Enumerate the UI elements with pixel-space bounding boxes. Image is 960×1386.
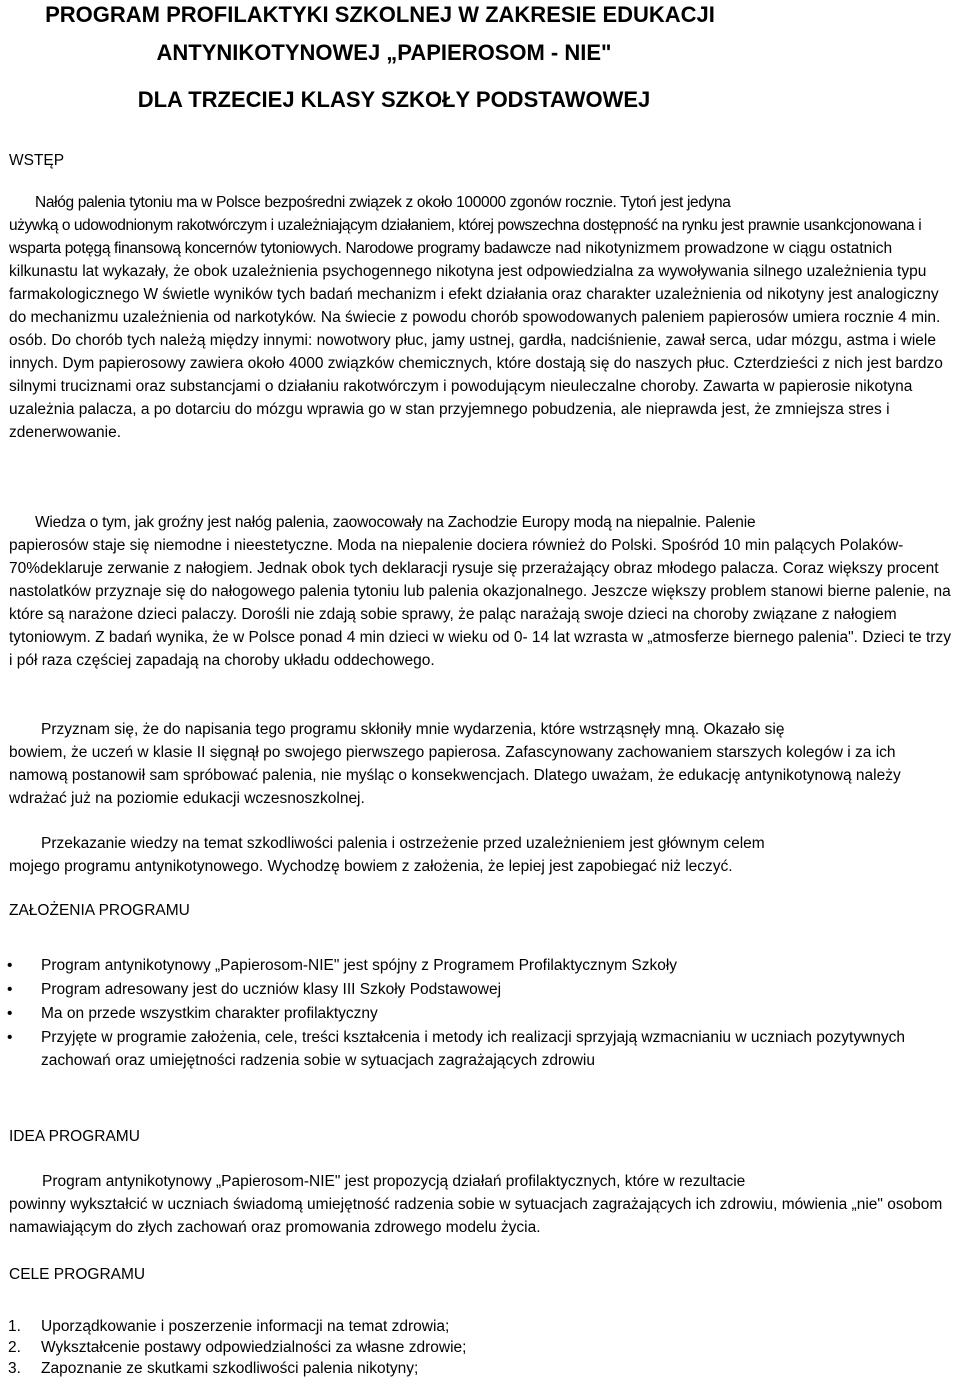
list-item [0, 1337, 950, 1358]
list-item [0, 1316, 950, 1337]
paragraph-3 [9, 718, 954, 810]
idea-rest: powinny wykształcić w uczniach świadomą umiejętność radzenia sobie w sytuacjach zagrażających ich zdrowiu, mówienia „nie" osobom namawiającym do złych zachowań oraz promowania zdrowego modelu życia. [9, 1196, 943, 1236]
list-item-text: Zapoznanie ze skutkami szkodliwości palenia nikotyny; [41, 1360, 419, 1377]
paragraph-2-rest: papierosów staje się niemodne i nieestetyczne. Moda na niepalenie dociera również do Polski. Spośród 10 min palących Polaków- 70%deklaruje zerwanie z nałogiem. Jednak obok tych deklaracji rysuje się przerażający obraz młodego palacza. Coraz większy procent nastolatków przyznaje się do nałogowego palenia tytoniu lub palenia okazjonalnego. Jeszcze większy problem stanowi bierne palenie, na które są narażone dzieci palaczy. Dorośli nie zdają sobie sprawy, że paląc narażają swoje dzieci na choroby związane z nałogiem tytoniowym. Z badań wynika, że w Polsce ponad 4 min dzieci w wieku od 0- 14 lat wzrasta w „atmosferze biernego palenia". Dzieci te trzy i pół raza częściej zapadają na choroby układu oddechowego. [9, 537, 951, 669]
goals-list [0, 1316, 950, 1379]
intro-line-1: Nałóg palenia tytoniu ma w Polsce bezpośredni związek z około 100000 zgonów rocznie. Tytoń jest jedyna [35, 194, 731, 211]
list-item [0, 1358, 950, 1379]
section-heading-zalozenia: ZAŁOŻENIA PROGRAMU [9, 902, 190, 919]
bullet-icon: • [7, 1005, 13, 1022]
list-item-text: Przyjęte w programie założenia, cele, treści kształcenia i metody ich realizacji sprzyjają wzmacnianiu w uczniach pozytywnych zachowań oraz umiejętności radzenia sobie w sytuacjach zagrażających zdrowiu [41, 1029, 906, 1069]
document-title-line-3: DLA TRZECIEJ KLASY SZKOŁY PODSTAWOWEJ [137, 87, 651, 112]
intro-line-2: używką o udowodnionym rakotwórczym i uzależniającym działaniem, której powszechna dostępność na rynku jest [9, 217, 744, 234]
list-item-text: Program adresowany jest do uczniów klasy III Szkoły Podstawowej [41, 981, 502, 998]
list-item [0, 1002, 950, 1025]
assumptions-list [0, 954, 950, 1073]
section-heading-idea: IDEA PROGRAMU [9, 1128, 140, 1145]
document-title-line-2: ANTYNIKOTYNOWEJ „PAPIEROSOM - NIE" [156, 40, 612, 65]
paragraph-3-rest: bowiem, że uczeń w klasie II sięgnął po swojego pierwszego papierosa. Zafascynowany zachowaniem starszych kolegów i za ich namową postanowił sam spróbować palenia, nie myśląc o konsekwencjach. Dlatego uważam, że edukację antynikotynową należy wdrażać już na poziomie edukacji wczesnoszkolnej. [9, 744, 901, 807]
idea-line-1: Program antynikotynowy „Papierosom-NIE" jest propozycją działań profilaktycznych, które w rezultacie [42, 1173, 746, 1190]
list-item [0, 954, 950, 977]
section-heading-cele: CELE PROGRAMU [9, 1266, 146, 1283]
list-item-text: Uporządkowanie i poszerzenie informacji na temat zdrowia; [41, 1318, 450, 1335]
list-item-text: Program antynikotynowy „Papierosom-NIE" jest spójny z Programem Profilaktycznym Szkoły [41, 957, 678, 974]
intro-rest: nad nikotynizmem prowadzone w ciągu ostatnich kilkunastu lat wykazały, że obok uzależnienia psychogennego nikotyna jest odpowiedzialna za wywoływania silnego uzależnienia typu farmakologicznego W świetle wyników tych badań mechanizm i efekt działania oraz charakter uzależnienia od nikotyny jest analogiczny do mechanizmu uzależnienia od narkotyków. Na świecie z powodu chorób spowodowanych paleniem papierosów umiera rocznie 4 min. osób. Do chorób tych należą między innymi: nowotwory płuc, jamy ustnej, gardła, nadciśnienie, zawał serca, udar mózgu, astma i wiele innych. Dym papierosowy zawiera około 4000 związków chemicznych, które dostają się do naszych płuc. Czterdzieści z nich jest bardzo silnymi truciznami oraz substancjami o działaniu rakotwórczym i powodującym nieuleczalne choroby. Zawarta w papierosie nikotyna uzależnia palacza, a po dotarciu do mózgu wprawia go w stan przyjemnego pobudzenia, ale nieprawda jest, że zmniejsza stres i zdenerwowanie. [9, 240, 943, 441]
paragraph-2-line-1: Wiedza o tym, jak groźny jest nałóg palenia, zaowocowały na Zachodzie Europy modą na niepalnie. Palenie [35, 514, 756, 531]
intro-line-3: prawnie usankcjonowana i wsparta potęgą finansową koncernów tytoniowych. Narodowe programy badawcze [9, 217, 922, 257]
bullet-icon: • [7, 981, 13, 998]
document-title-line-1: PROGRAM PROFILAKTYKI SZKOLNEJ W ZAKRESIE EDUKACJI [45, 2, 715, 27]
list-item [0, 978, 950, 1001]
list-number: 1. [8, 1318, 21, 1335]
idea-paragraph [9, 1170, 954, 1239]
bullet-icon: • [7, 957, 13, 974]
list-number: 2. [8, 1339, 21, 1356]
bullet-icon: • [7, 1029, 13, 1046]
paragraph-4-rest: mojego programu antynikotynowego. Wychodzę bowiem z założenia, że lepiej jest zapobiegać niż leczyć. [9, 858, 733, 875]
paragraph-2 [9, 511, 954, 672]
intro-paragraph [9, 191, 954, 444]
section-heading-wstep: WSTĘP [9, 152, 65, 169]
list-item [0, 1026, 950, 1072]
list-item-text: Ma on przede wszystkim charakter profilaktyczny [41, 1005, 378, 1022]
list-number: 3. [8, 1360, 21, 1377]
paragraph-4-line-1: Przekazanie wiedzy na temat szkodliwości palenia i ostrzeżenie przed uzależnieniem jest głównym celem [41, 835, 765, 852]
paragraph-4 [9, 832, 954, 878]
paragraph-3-line-1: Przyznam się, że do napisania tego programu skłoniły mnie wydarzenia, które wstrząsnęły mną. Okazało się [41, 721, 785, 738]
list-item-text: Wykształcenie postawy odpowiedzialności za własne zdrowie; [41, 1339, 467, 1356]
